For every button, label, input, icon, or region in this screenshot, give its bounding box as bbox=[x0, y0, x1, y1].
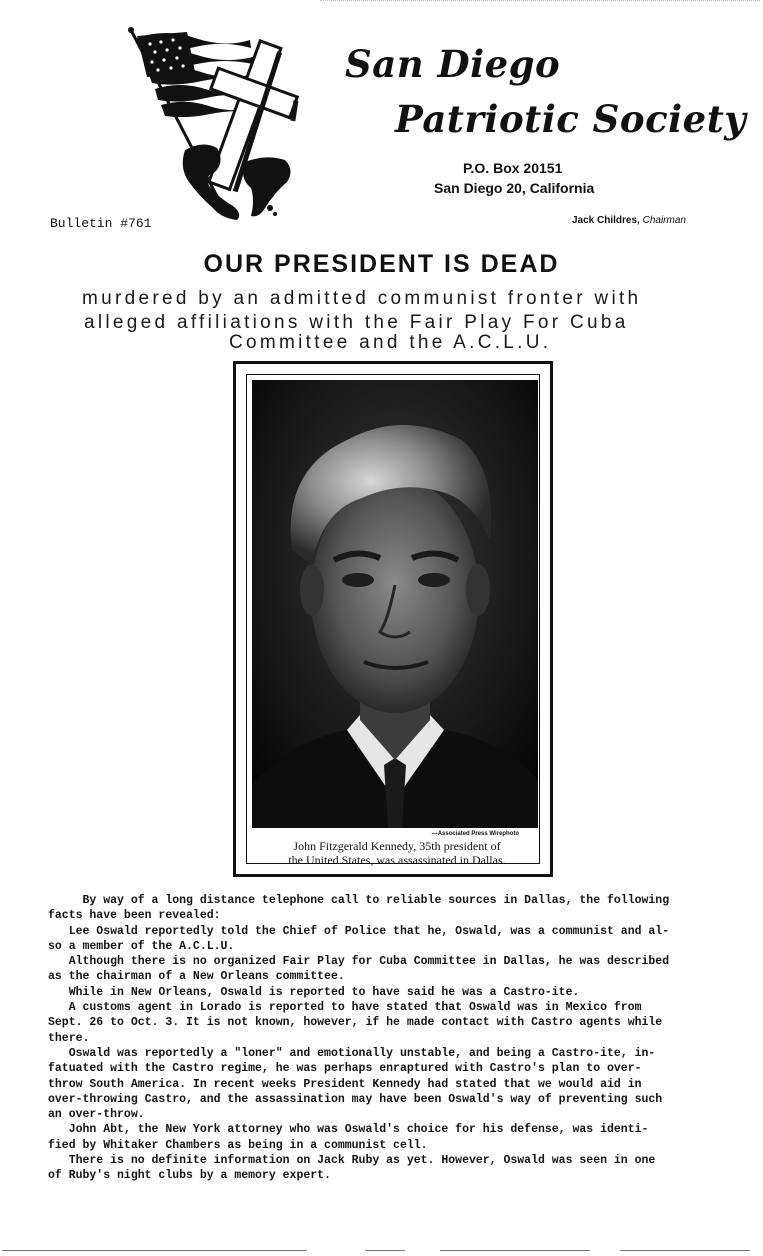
city-address: San Diego 20, California bbox=[434, 180, 595, 196]
body-line: A customs agent in Lorado is reported to have stated that Oswald was in Mexico from bbox=[48, 1001, 642, 1015]
po-box: P.O. Box 20151 bbox=[463, 160, 563, 176]
subheadline-line3: Committee and the A.C.L.U. bbox=[229, 332, 552, 353]
portrait-photo bbox=[252, 380, 538, 828]
subheadline-line1: murdered by an admitted communist fronter with bbox=[82, 288, 642, 309]
body-line: throw South America. In recent weeks President Kennedy had stated that we would aid in bbox=[48, 1077, 642, 1091]
body-line: so a member of the A.C.L.U. bbox=[48, 939, 235, 953]
caption-line2: the United States, was assassinated in Dallas. bbox=[288, 853, 506, 867]
top-border-dots bbox=[320, 0, 760, 1]
body-line: Although there is no organized Fair Play for Cuba Committee in Dallas, he was described bbox=[48, 955, 670, 969]
organization-name-line2: Patriotic Society bbox=[395, 97, 747, 141]
chairman-name: Jack Childres, bbox=[572, 215, 640, 226]
flag-cross-logo-icon bbox=[125, 22, 310, 222]
body-line: Oswald was reportedly a "loner" and emotionally unstable, and being a Castro-ite, in- bbox=[48, 1046, 656, 1060]
body-line: John Abt, the New York attorney who was Oswald's choice for his defense, was identi- bbox=[48, 1123, 649, 1137]
photo-frame bbox=[233, 361, 553, 877]
bottom-rule-left bbox=[2, 1250, 307, 1251]
body-line: Sept. 26 to Oct. 3. It is not known, however, if he made contact with Castro agents while bbox=[48, 1016, 663, 1030]
organization-name-line1: San Diego bbox=[345, 42, 561, 86]
chairman-title: Chairman bbox=[642, 215, 686, 226]
body-line: an over-throw. bbox=[48, 1108, 145, 1122]
body-line: over-throwing Castro, and the assassination may have been Oswald's way of preventing such bbox=[48, 1092, 663, 1106]
body-line: By way of a long distance telephone call to reliable sources in Dallas, the following bbox=[48, 894, 670, 907]
body-line: While in New Orleans, Oswald is reported to have said he was a Castro-ite. bbox=[48, 985, 580, 999]
body-line: There is no definite information on Jack Ruby as yet. However, Oswald was seen in one bbox=[48, 1154, 656, 1168]
body-line: Lee Oswald reportedly told the Chief of Police that he, Oswald, was a communist and al- bbox=[48, 924, 670, 938]
body-line: fatuated with the Castro regime, he was perhaps enraptured with Castro's plan to over- bbox=[48, 1062, 642, 1076]
photo-caption bbox=[259, 839, 535, 867]
photo-credit: —Associated Press Wirephoto bbox=[431, 831, 519, 837]
body-line: as the chairman of a New Orleans committee. bbox=[48, 970, 345, 984]
headline: OUR PRESIDENT IS DEAD bbox=[203, 250, 560, 278]
article-body bbox=[48, 893, 738, 1184]
caption-line1: John Fitzgerald Kennedy, 35th president of bbox=[293, 839, 501, 853]
subheadline-line2: alleged affiliations with the Fair Play For Cuba bbox=[84, 312, 629, 333]
body-line: of Ruby's night clubs by a memory expert. bbox=[48, 1169, 331, 1183]
bottom-rule-right bbox=[440, 1250, 590, 1251]
body-line: fied by Whitaker Chambers as being in a communist cell. bbox=[48, 1138, 428, 1152]
photo-inner-border bbox=[246, 374, 540, 867]
bottom-rule-mid bbox=[365, 1250, 405, 1251]
body-line: facts have been revealed: bbox=[48, 909, 221, 923]
body-line: there. bbox=[48, 1031, 90, 1045]
chairman-line bbox=[572, 215, 686, 226]
bottom-rule-far-right bbox=[620, 1250, 750, 1251]
bulletin-number: Bulletin #761 bbox=[50, 216, 152, 231]
